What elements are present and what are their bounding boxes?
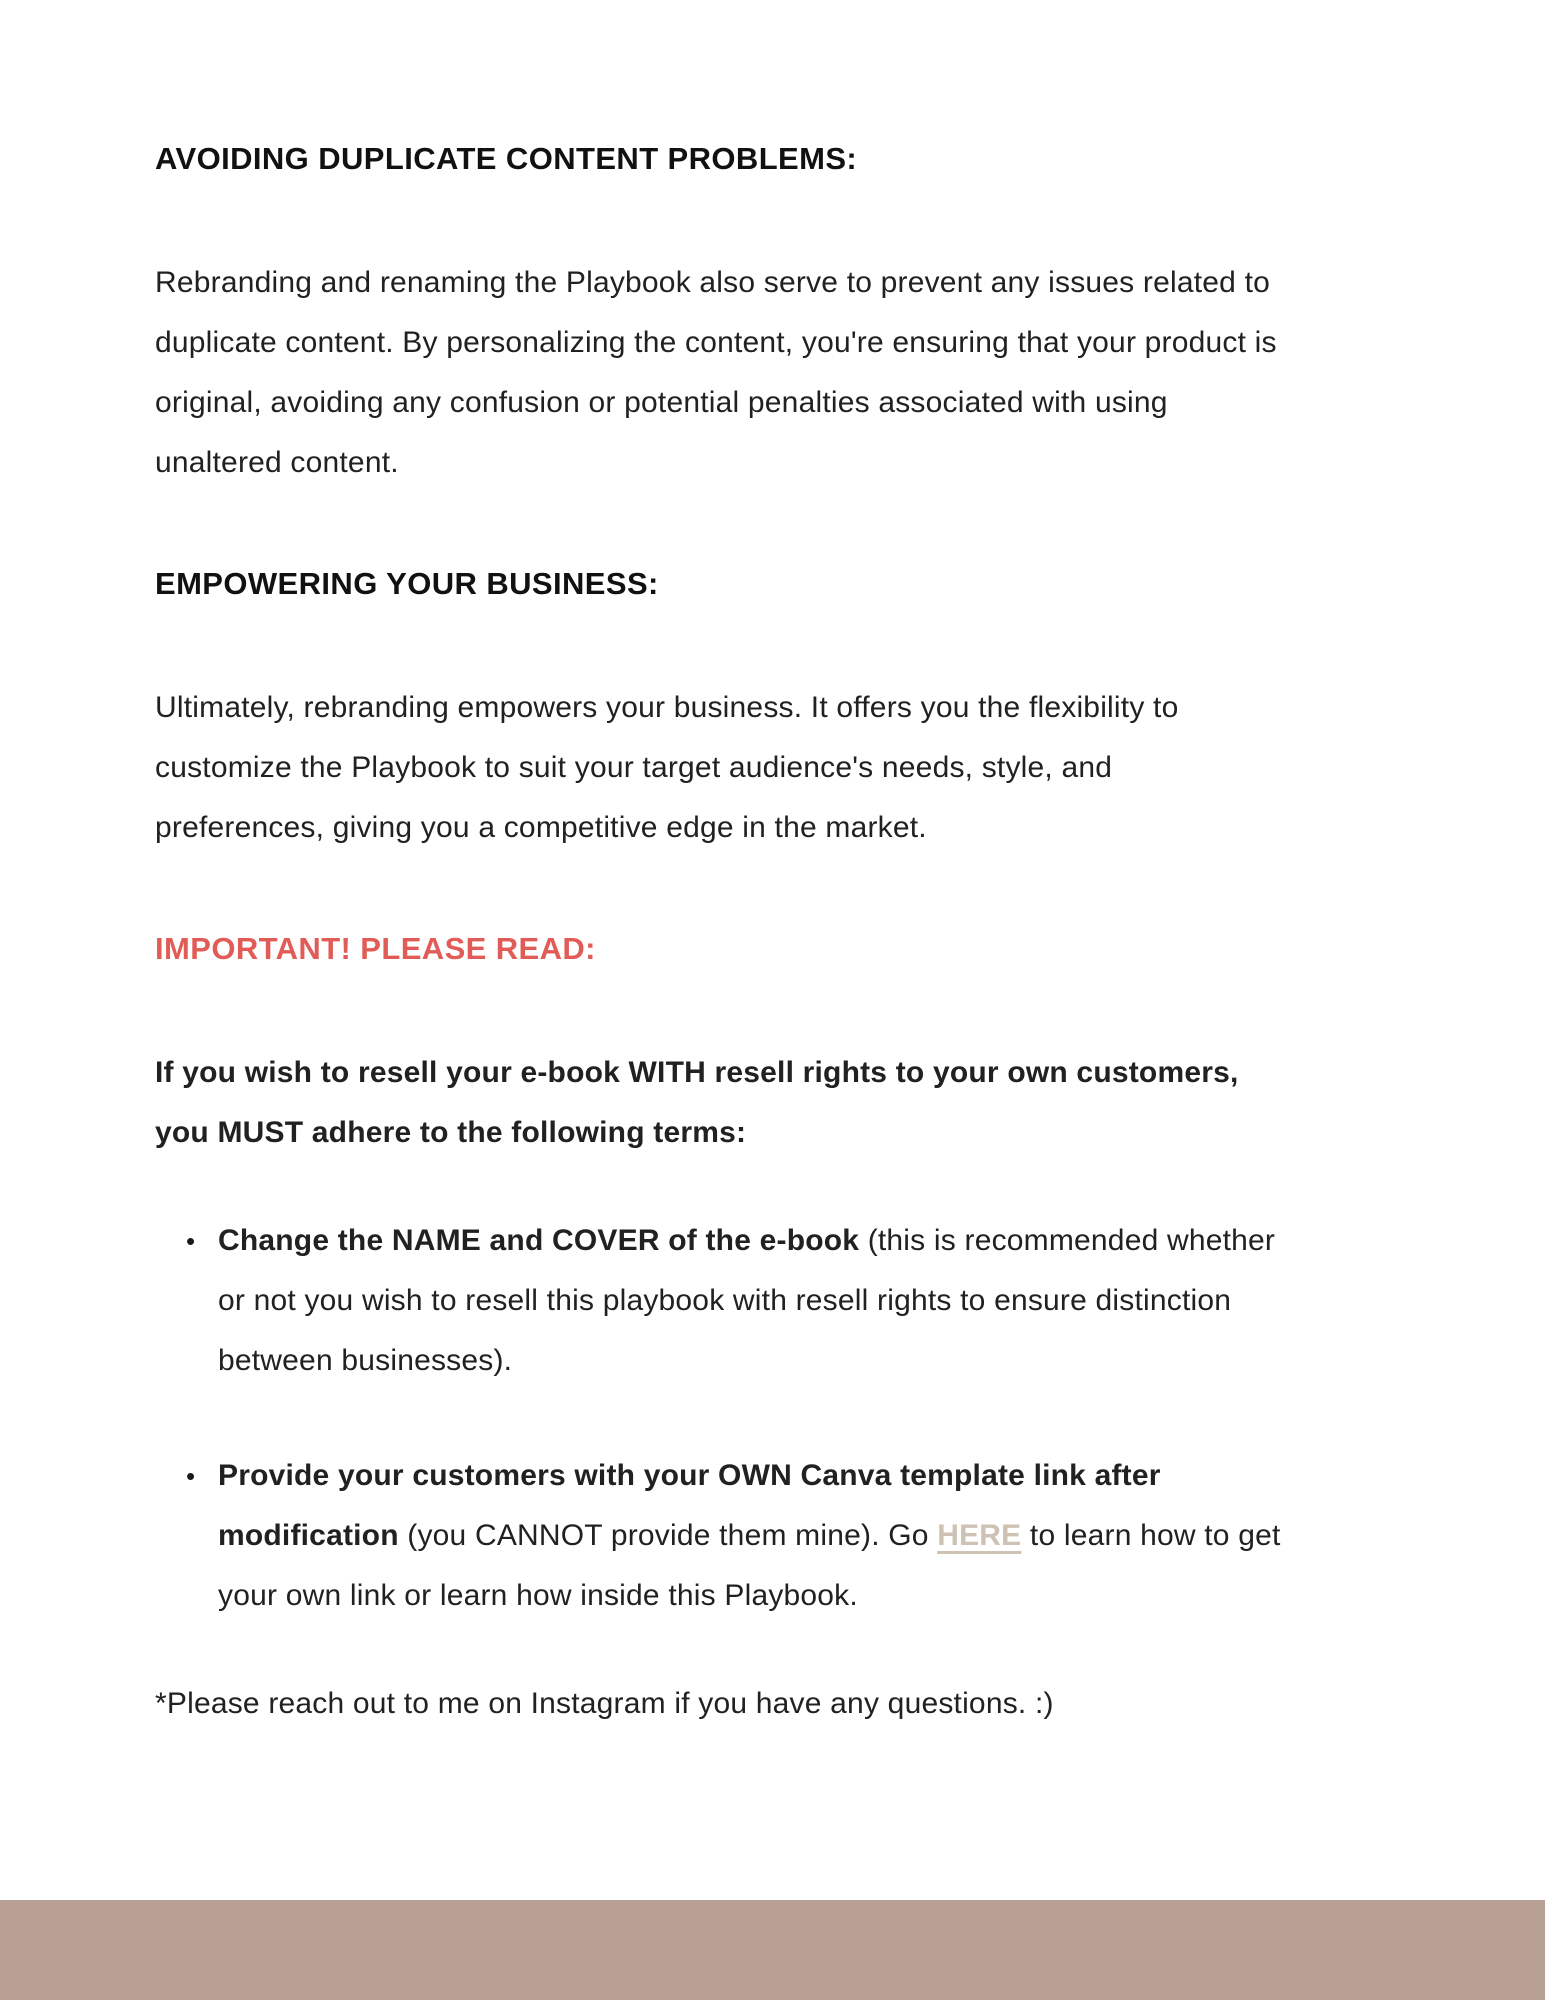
paragraph-empowering-business: Ultimately, rebranding empowers your business. It offers you the flexibility to customize the Playbook to suit your target audience's needs, style, and preferences, giving you a competitive edge in the market. (155, 691, 1179, 844)
here-link[interactable]: HERE (937, 1519, 1022, 1552)
list-item-own-canva-link (155, 1446, 1285, 1626)
bullet-regular-text: (you CANNOT provide them mine). Go (398, 1519, 938, 1552)
bullet-icon: • (186, 1226, 196, 1256)
bullet-text (218, 1211, 1285, 1391)
footer-band (0, 1900, 1545, 2000)
heading-important-please-read: IMPORTANT! PLEASE READ: (155, 931, 596, 966)
bullet-icon: • (186, 1461, 196, 1491)
heading-avoiding-duplicate-content: AVOIDING DUPLICATE CONTENT PROBLEMS: (155, 141, 858, 176)
bullet-regular-text: (this is recommended whether or not you wish to resell this playbook with resell rights to ensure distinction between businesses). (218, 1224, 1276, 1377)
paragraph-terms-intro: If you wish to resell your e-book WITH resell rights to your own customers, you MUST adhere to the following terms: (155, 1056, 1239, 1149)
bullet-bold-text: Change the NAME and COVER of the e-book (218, 1224, 860, 1257)
bullet-regular-text: to learn how to get your own link or learn how inside this Playbook. (218, 1519, 1281, 1612)
bullet-bold-text: Provide your customers with your OWN Canva template link after modification (218, 1459, 1161, 1552)
bullet-text (218, 1446, 1285, 1626)
paragraph-duplicate-content: Rebranding and renaming the Playbook also serve to prevent any issues related to duplicate content. By personalizing the content, you're ensuring that your product is original, avoiding any confusion or potential penalties associated with using unaltered content. (155, 266, 1277, 479)
list-item-change-name-cover (155, 1211, 1285, 1391)
heading-empowering-business: EMPOWERING YOUR BUSINESS: (155, 566, 659, 601)
footnote-instagram: *Please reach out to me on Instagram if you have any questions. :) (155, 1687, 1054, 1720)
terms-list (155, 1211, 1285, 1626)
